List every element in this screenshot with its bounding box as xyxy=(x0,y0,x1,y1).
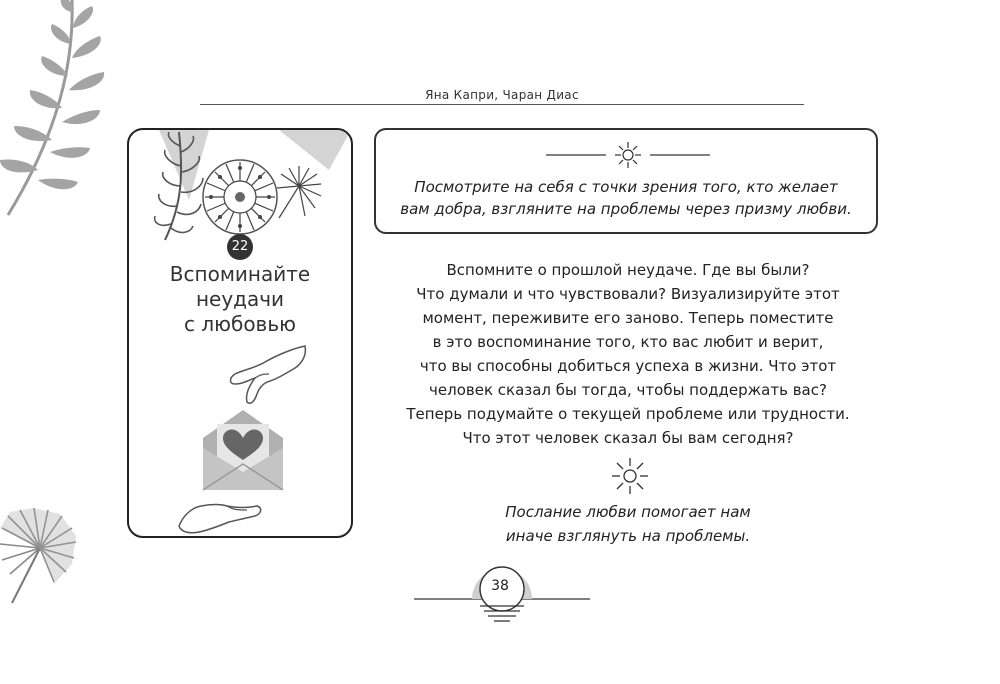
palm-leaf-icon xyxy=(0,508,80,608)
body-line: Что этот человек сказал бы вам сегодня? xyxy=(462,429,794,447)
header-rule xyxy=(200,104,804,105)
body-text xyxy=(378,258,878,450)
body-line: в это воспоминание того, кто вас любит и верит, xyxy=(432,333,824,351)
mandala-icon xyxy=(201,158,279,236)
running-header: Яна Капри, Чаран Диас xyxy=(425,88,579,102)
card-title-line: Вспоминайте xyxy=(169,262,311,286)
quote-line: вам добра, взгляните на проблемы через призму любви. xyxy=(400,200,852,218)
body-line: что вы способны добиться успеха в жизни. Что этот xyxy=(419,357,837,375)
affirmation-card xyxy=(127,128,353,538)
quote-line: Посмотрите на себя с точки зрения того, кто желает xyxy=(414,178,838,196)
body-line: Вспомните о прошлой неудаче. Где вы были? xyxy=(446,261,810,279)
body-line: момент, переживите его заново. Теперь поместите xyxy=(422,309,834,327)
closing-line: иначе взглянуть на проблемы. xyxy=(505,527,751,545)
sun-icon xyxy=(615,142,641,168)
quote-text xyxy=(376,176,876,220)
closing-line: Послание любви помогает нам xyxy=(505,503,751,521)
page-number: 38 xyxy=(491,578,509,594)
body-line: Что думали и что чувствовали? Визуализируйте этот xyxy=(416,285,840,303)
card-title-line: неудачи xyxy=(195,287,285,311)
sun-icon xyxy=(610,456,650,496)
body-line: Теперь подумайте о текущей проблеме или трудности. xyxy=(406,405,850,423)
spiky-leaf-icon xyxy=(275,166,323,222)
hand-icon xyxy=(177,496,263,536)
sun-divider xyxy=(546,140,710,170)
envelope-heart-icon xyxy=(201,408,285,492)
hand-icon xyxy=(225,344,309,408)
body-line: человек сказал бы тогда, чтобы поддержать вас? xyxy=(429,381,827,399)
fern-branch-icon xyxy=(0,0,140,220)
quote-box xyxy=(374,128,878,234)
card-number-badge: 22 xyxy=(227,234,253,260)
closing-text xyxy=(378,500,878,548)
card-title-line: с любовью xyxy=(184,312,296,336)
card-title xyxy=(129,262,351,337)
